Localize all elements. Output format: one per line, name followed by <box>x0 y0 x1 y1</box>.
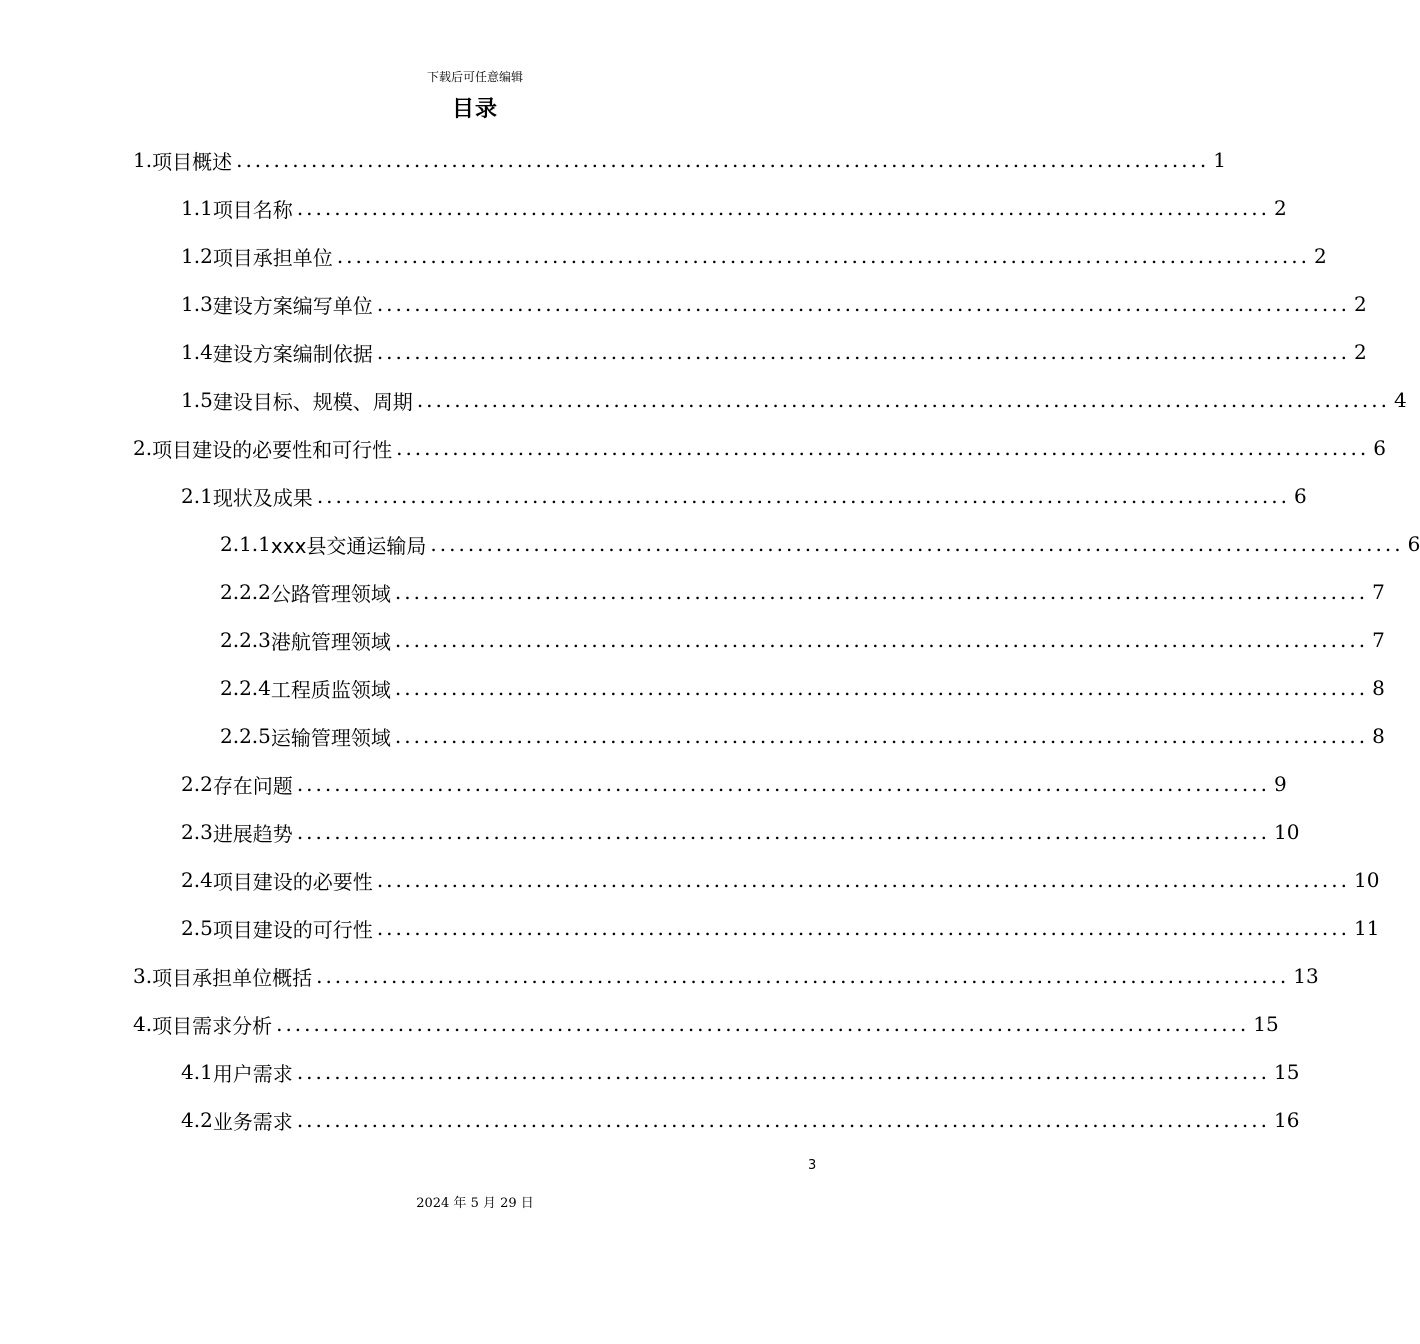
toc-entry-page: 1 <box>1213 148 1226 172</box>
toc-dot-leader: ........................................................................................................ <box>394 724 1369 748</box>
toc-entry-page: 10 <box>1353 868 1380 892</box>
toc-entry-number: 2.3 <box>181 820 213 844</box>
toc-entry-4[interactable] <box>133 1004 1279 1044</box>
toc-dot-leader: ........................................................................................................ <box>394 628 1369 652</box>
page-number: 3 <box>808 1158 817 1173</box>
toc-entry-page: 9 <box>1273 772 1287 796</box>
toc-entry-number: 4.2 <box>181 1108 213 1132</box>
toc-dot-leader: ........................................................................................................ <box>316 484 1290 508</box>
toc-dot-leader: ........................................................................................................ <box>394 580 1369 604</box>
toc-entry-page: 15 <box>1253 1012 1279 1036</box>
toc-entry-title: 项目建设的必要性和可行性 <box>152 437 393 462</box>
toc-entry-title: 运输管理领域 <box>270 725 391 750</box>
toc-entry-title: 进展趋势 <box>212 821 293 846</box>
toc-entry-number: 1.5 <box>181 388 213 412</box>
toc-entry-title: 建设目标、规模、周期 <box>212 389 413 414</box>
toc-entry-title: xxx县交通运输局 <box>270 533 427 558</box>
toc-entry-title: 项目建设的可行性 <box>212 917 373 942</box>
toc-dot-leader: ........................................................................................................ <box>236 148 1210 172</box>
toc-title: 目录 <box>451 97 498 122</box>
toc-entry-2-4[interactable] <box>181 860 1380 900</box>
toc-entry-2-2-3[interactable] <box>220 620 1385 660</box>
toc-dot-leader: ........................................................................................................ <box>296 820 1270 844</box>
toc-entry-title: 项目承担单位概括 <box>152 965 313 990</box>
toc-dot-leader: ........................................................................................................ <box>376 916 1350 940</box>
toc-entry-number: 1.3 <box>181 292 213 316</box>
toc-entry-page: 11 <box>1353 916 1380 940</box>
toc-entry-page: 15 <box>1273 1060 1300 1084</box>
toc-entry-number: 4. <box>133 1012 153 1036</box>
toc-entry-4-1[interactable] <box>181 1052 1300 1092</box>
toc-entry-4-2[interactable] <box>181 1100 1300 1140</box>
toc-entry-1[interactable] <box>133 140 1226 180</box>
toc-entry-number: 1.4 <box>181 340 213 364</box>
toc-entry-title: 公路管理领域 <box>270 581 391 606</box>
toc-dot-leader: ........................................................................................................ <box>336 244 1310 268</box>
toc-entry-title: 项目建设的必要性 <box>212 869 373 894</box>
toc-entry-page: 8 <box>1372 724 1385 748</box>
toc-entry-title: 项目承担单位 <box>212 245 333 270</box>
toc-entry-title: 用户需求 <box>212 1061 293 1086</box>
toc-entry-2-3[interactable] <box>181 812 1300 852</box>
toc-entry-number: 3. <box>133 964 153 988</box>
toc-entry-number: 2.2.3 <box>220 628 271 652</box>
toc-entry-page: 16 <box>1273 1108 1300 1132</box>
toc-entry-title: 项目名称 <box>212 197 293 222</box>
toc-entry-1-1[interactable] <box>181 188 1287 228</box>
toc-entry-number: 2.2.2 <box>220 580 271 604</box>
toc-dot-leader: ........................................................................................................ <box>296 772 1270 796</box>
toc-entry-title: 港航管理领域 <box>270 629 391 654</box>
toc-dot-leader: ........................................................................................................ <box>416 388 1390 412</box>
toc-entry-page: 6 <box>1373 436 1386 460</box>
toc-dot-leader: ........................................................................................................ <box>396 436 1370 460</box>
toc-entry-title: 建设方案编写单位 <box>212 293 373 318</box>
toc-entry-page: 2 <box>1313 244 1327 268</box>
toc-dot-leader: ........................................................................................................ <box>296 1108 1270 1132</box>
toc-entry-title: 业务需求 <box>212 1109 293 1134</box>
toc-dot-leader: ........................................................................................................ <box>316 964 1290 988</box>
toc-dot-leader: ........................................................................................................ <box>430 532 1404 556</box>
toc-entry-page: 4 <box>1393 388 1407 412</box>
toc-entry-title: 工程质监领域 <box>270 677 391 702</box>
toc-entry-2-5[interactable] <box>181 908 1380 948</box>
toc-entry-1-3[interactable] <box>181 284 1367 324</box>
toc-entry-page: 7 <box>1372 628 1385 652</box>
toc-entry-number: 2. <box>133 436 153 460</box>
toc-entry-page: 8 <box>1372 676 1385 700</box>
toc-dot-leader: ........................................................................................................ <box>376 868 1350 892</box>
toc-entry-number: 2.2 <box>181 772 213 796</box>
toc-entry-1-5[interactable] <box>181 380 1407 420</box>
toc-entry-title: 项目概述 <box>152 149 233 174</box>
toc-entry-page: 2 <box>1273 196 1287 220</box>
footer-date: 2024 年 5 月 29 日 <box>416 1196 534 1211</box>
toc-entry-2[interactable] <box>133 428 1386 468</box>
toc-dot-leader: ........................................................................................................ <box>394 676 1369 700</box>
toc-entry-number: 1. <box>133 148 153 172</box>
toc-entry-number: 2.2.5 <box>220 724 271 748</box>
toc-dot-leader: ........................................................................................................ <box>276 1012 1250 1036</box>
toc-entry-2-2-4[interactable] <box>220 668 1385 708</box>
toc-entry-page: 6 <box>1407 532 1420 556</box>
toc-entry-title: 项目需求分析 <box>152 1013 273 1038</box>
toc-entry-page: 13 <box>1293 964 1319 988</box>
toc-entry-title: 存在问题 <box>212 773 293 798</box>
toc-entry-1-2[interactable] <box>181 236 1327 276</box>
toc-dot-leader: ........................................................................................................ <box>296 1060 1270 1084</box>
toc-entry-number: 4.1 <box>181 1060 213 1084</box>
toc-entry-page: 10 <box>1273 820 1300 844</box>
toc-entry-2-2[interactable] <box>181 764 1287 804</box>
toc-entry-number: 2.4 <box>181 868 213 892</box>
toc-entry-number: 1.1 <box>181 196 213 220</box>
toc-dot-leader: ........................................................................................................ <box>376 292 1350 316</box>
toc-entry-2-1-1[interactable] <box>220 524 1420 564</box>
toc-entry-title: 建设方案编制依据 <box>212 341 373 366</box>
toc-dot-leader: ........................................................................................................ <box>296 196 1270 220</box>
toc-entry-page: 2 <box>1353 292 1367 316</box>
toc-entry-page: 6 <box>1293 484 1307 508</box>
toc-entry-1-4[interactable] <box>181 332 1367 372</box>
toc-dot-leader: ........................................................................................................ <box>376 340 1350 364</box>
toc-entry-2-2-2[interactable] <box>220 572 1385 612</box>
toc-entry-2-1[interactable] <box>181 476 1307 516</box>
toc-entry-number: 2.1.1 <box>220 532 271 556</box>
toc-entry-3[interactable] <box>133 956 1319 996</box>
toc-entry-number: 2.2.4 <box>220 676 271 700</box>
toc-entry-number: 1.2 <box>181 244 213 268</box>
toc-entry-page: 2 <box>1353 340 1367 364</box>
toc-entry-number: 2.5 <box>181 916 213 940</box>
toc-entry-number: 2.1 <box>181 484 213 508</box>
toc-entry-page: 7 <box>1372 580 1385 604</box>
header-note: 下载后可任意编辑 <box>426 70 523 84</box>
toc-entry-title: 现状及成果 <box>212 485 313 510</box>
toc-entry-2-2-5[interactable] <box>220 716 1385 756</box>
